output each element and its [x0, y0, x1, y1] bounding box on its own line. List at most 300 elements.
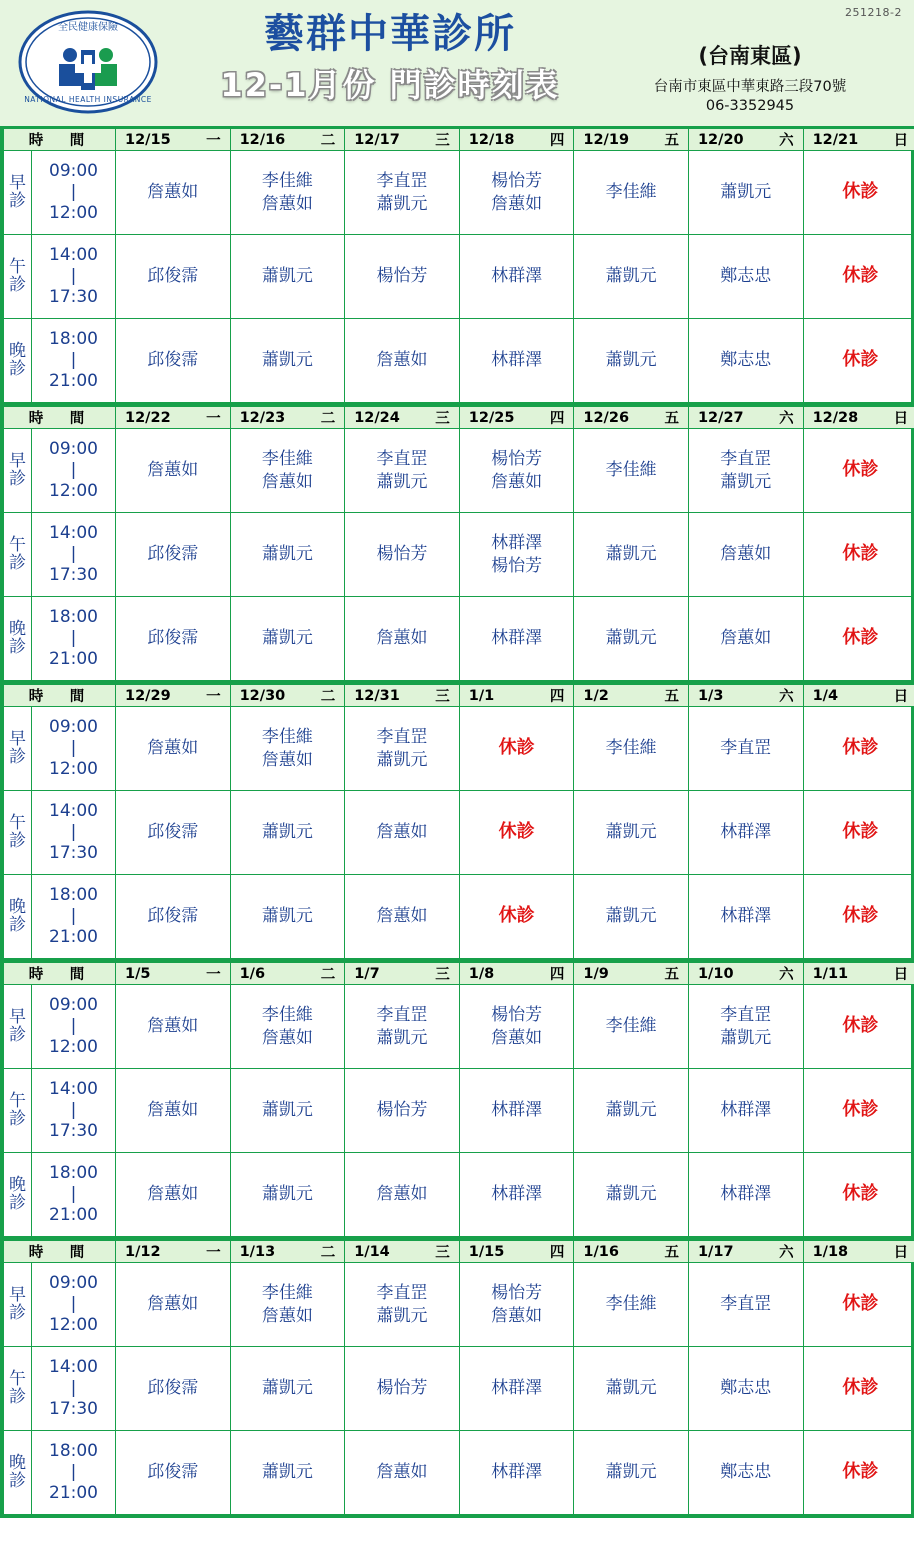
session-label-char: 診: [9, 1302, 26, 1323]
doctor-name: 詹蕙如: [147, 1184, 199, 1205]
week-block: [0, 962, 914, 1240]
doctor-name: 蕭凱元: [261, 822, 313, 843]
table-row: [4, 707, 914, 791]
closed-badge: 休診: [498, 737, 535, 759]
closed-badge: 休診: [842, 905, 879, 927]
session-label-char: 早: [9, 172, 26, 193]
schedule-slot[interactable]: [803, 707, 914, 791]
schedule-slot[interactable]: [688, 235, 803, 319]
session-time-line: 17:30: [49, 1121, 98, 1142]
doctor-name: 詹蕙如: [147, 1016, 199, 1037]
day-header-cell: [803, 685, 914, 707]
doctor-name: 邱俊霈: [147, 1462, 199, 1483]
table-row: [4, 791, 914, 875]
day-weekday: 二: [320, 411, 336, 427]
schedule-slot[interactable]: [459, 429, 574, 513]
schedule-slot[interactable]: [345, 1431, 460, 1515]
session-label: [4, 985, 32, 1069]
day-weekday: 三: [435, 411, 450, 427]
session-time-line: 12:00: [49, 1037, 98, 1058]
doctor-name: 鄭志忠: [720, 1378, 772, 1399]
day-header-cell: [345, 129, 460, 151]
doctor-name: 詹蕙如: [147, 738, 199, 759]
session-time-line: 14:00: [49, 522, 98, 543]
schedule-slot[interactable]: [116, 791, 231, 875]
schedule-slot[interactable]: [116, 597, 231, 681]
day-date: 12/17: [354, 131, 400, 148]
day-date: 12/19: [583, 131, 630, 148]
session-time-line: 14:00: [49, 244, 98, 265]
session-time-line: 09:00: [49, 160, 98, 181]
doctor-name: 蕭凱元: [605, 544, 657, 565]
week-block: [0, 406, 914, 684]
day-weekday: 二: [320, 1245, 336, 1261]
doctor-name: 林群澤: [491, 350, 543, 371]
doctor-name: 詹蕙如: [376, 350, 428, 371]
doctor-name: 詹蕙如: [491, 1305, 543, 1326]
closed-badge: 休診: [842, 181, 879, 203]
session-label-char: 診: [9, 830, 26, 851]
schedule-slot[interactable]: [803, 791, 914, 875]
schedule-slot[interactable]: [574, 1431, 689, 1515]
doctor-name: 蕭凱元: [261, 1184, 313, 1205]
day-date: 1/13: [239, 1243, 276, 1260]
schedule-slot[interactable]: [116, 1263, 231, 1347]
schedule-slot[interactable]: [803, 875, 914, 959]
doctor-name: 李佳維: [261, 1004, 313, 1025]
session-time-line: |: [70, 349, 77, 370]
day-header-cell: [688, 407, 803, 429]
doctor-name: 李直罡: [720, 1294, 772, 1315]
session-label-char: 診: [9, 636, 26, 657]
doctor-name: 詹蕙如: [491, 1027, 543, 1048]
schedule-slot[interactable]: [688, 429, 803, 513]
schedule-slot[interactable]: [803, 1153, 914, 1237]
day-header-cell: [688, 129, 803, 151]
day-weekday: 五: [664, 967, 679, 983]
session-time-line: 18:00: [49, 1162, 98, 1183]
schedule-slot[interactable]: [803, 319, 914, 403]
table-row: [4, 597, 914, 681]
schedule-title: 12-1月份 門診時刻表: [220, 66, 560, 104]
session-time-line: 09:00: [49, 1272, 98, 1293]
schedule-slot[interactable]: [230, 1263, 345, 1347]
doctor-name: 鄭志忠: [720, 266, 772, 287]
week-header-row: [4, 129, 914, 151]
day-date: 1/3: [697, 687, 724, 704]
schedule-weeks: [0, 128, 914, 1518]
branch-name: (台南東區): [698, 44, 802, 68]
schedule-slot[interactable]: [688, 1069, 803, 1153]
day-header-cell: [230, 1241, 345, 1263]
doctor-name: 林群澤: [491, 532, 543, 553]
schedule-slot[interactable]: [230, 707, 345, 791]
schedule-slot[interactable]: [230, 985, 345, 1069]
doctor-name: 蕭凱元: [605, 266, 657, 287]
day-date: 1/4: [812, 687, 839, 704]
schedule-slot[interactable]: [574, 985, 689, 1069]
day-header-cell: [230, 407, 345, 429]
schedule-slot[interactable]: [459, 235, 574, 319]
schedule-slot[interactable]: [459, 319, 574, 403]
doctor-name: 詹蕙如: [261, 749, 313, 770]
doctor-name: 李直罡: [376, 1004, 428, 1025]
schedule-slot[interactable]: [574, 791, 689, 875]
schedule-slot[interactable]: [230, 1347, 345, 1431]
day-header-cell: [116, 129, 231, 151]
schedule-slot[interactable]: [459, 1263, 574, 1347]
day-date: 12/31: [354, 687, 400, 704]
schedule-slot[interactable]: [688, 875, 803, 959]
day-date: 1/9: [583, 965, 609, 982]
schedule-slot[interactable]: [574, 1347, 689, 1431]
doctor-name: 詹蕙如: [261, 193, 313, 214]
table-row: [4, 1263, 914, 1347]
doctor-name: 李直罡: [720, 448, 772, 469]
session-label: [4, 151, 32, 235]
schedule-slot[interactable]: [345, 597, 460, 681]
day-date: 1/11: [812, 965, 849, 982]
session-label: [4, 513, 32, 597]
schedule-slot[interactable]: [116, 707, 231, 791]
schedule-slot[interactable]: [688, 707, 803, 791]
doctor-name: 楊怡芳: [376, 1378, 428, 1399]
time-column-header: 時 間: [4, 685, 116, 707]
session-label: [4, 319, 32, 403]
page-header: [0, 0, 914, 128]
schedule-slot[interactable]: [116, 1431, 231, 1515]
schedule-slot[interactable]: [116, 985, 231, 1069]
schedule-slot[interactable]: [345, 151, 460, 235]
session-label-char: 診: [9, 914, 26, 935]
session-label-char: 晚: [9, 896, 26, 917]
day-weekday: 五: [664, 133, 679, 149]
doctor-name: 林群澤: [720, 822, 772, 843]
day-weekday: 一: [206, 967, 221, 983]
doctor-name: 李佳維: [605, 1294, 657, 1315]
closed-badge: 休診: [842, 1183, 879, 1205]
branch-address: 台南市東區中華東路三段70號: [653, 79, 847, 95]
session-time-line: |: [70, 627, 77, 648]
schedule-slot[interactable]: [345, 791, 460, 875]
schedule-slot[interactable]: [459, 151, 574, 235]
schedule-slot[interactable]: [230, 513, 345, 597]
doctor-name: 詹蕙如: [376, 1184, 428, 1205]
session-time-line: |: [70, 737, 77, 758]
session-time: [32, 1431, 116, 1515]
day-weekday: 四: [549, 689, 565, 705]
doctor-name: 邱俊霈: [147, 906, 199, 927]
session-time-line: 18:00: [49, 1440, 98, 1461]
day-weekday: 六: [779, 1245, 794, 1261]
day-date: 1/17: [697, 1243, 734, 1260]
schedule-slot[interactable]: [116, 1153, 231, 1237]
schedule-slot[interactable]: [345, 1347, 460, 1431]
doctor-name: 李佳維: [261, 726, 313, 747]
schedule-slot[interactable]: [803, 1431, 914, 1515]
schedule-slot[interactable]: [459, 1069, 574, 1153]
session-label-char: 診: [9, 468, 26, 489]
schedule-slot[interactable]: [574, 707, 689, 791]
session-time-line: |: [70, 1099, 77, 1120]
schedule-slot[interactable]: [345, 429, 460, 513]
schedule-slot[interactable]: [574, 235, 689, 319]
day-date: 1/7: [354, 965, 380, 982]
schedule-slot[interactable]: [688, 1153, 803, 1237]
day-header-cell: [459, 129, 574, 151]
schedule-slot[interactable]: [459, 875, 574, 959]
doctor-name: 蕭凱元: [605, 822, 657, 843]
schedule-slot[interactable]: [688, 1347, 803, 1431]
schedule-slot[interactable]: [230, 875, 345, 959]
doctor-name: 林群澤: [491, 266, 543, 287]
schedule-slot[interactable]: [459, 707, 574, 791]
schedule-slot[interactable]: [116, 1347, 231, 1431]
day-header-cell: [574, 407, 689, 429]
table-row: [4, 1153, 914, 1237]
session-time: [32, 985, 116, 1069]
day-header-cell: [230, 685, 345, 707]
schedule-slot[interactable]: [574, 875, 689, 959]
doctor-name: 楊怡芳: [491, 555, 543, 576]
closed-badge: 休診: [842, 737, 879, 759]
schedule-slot[interactable]: [574, 597, 689, 681]
schedule-slot[interactable]: [345, 1263, 460, 1347]
doctor-name: 李直罡: [720, 1004, 772, 1025]
doctor-name: 蕭凱元: [605, 1100, 657, 1121]
week-header-row: [4, 407, 914, 429]
session-label-char: 早: [9, 1006, 26, 1027]
day-header-cell: [459, 685, 574, 707]
table-row: [4, 875, 914, 959]
day-date: 12/29: [125, 687, 171, 704]
day-weekday: 六: [779, 967, 794, 983]
day-weekday: 六: [779, 133, 794, 149]
session-label-char: 診: [9, 1192, 26, 1213]
doctor-name: 楊怡芳: [491, 1282, 543, 1303]
day-weekday: 四: [549, 411, 565, 427]
table-row: [4, 985, 914, 1069]
schedule-slot[interactable]: [459, 791, 574, 875]
session-time-line: 12:00: [49, 759, 98, 780]
session-label: [4, 429, 32, 513]
schedule-slot[interactable]: [116, 875, 231, 959]
day-header-cell: [688, 685, 803, 707]
day-header-cell: [459, 963, 574, 985]
schedule-slot[interactable]: [803, 597, 914, 681]
session-time-line: 14:00: [49, 1356, 98, 1377]
closed-badge: 休診: [498, 905, 535, 927]
schedule-slot[interactable]: [688, 319, 803, 403]
day-header-cell: [803, 407, 914, 429]
week-header-row: [4, 1241, 914, 1263]
doctor-name: 李佳維: [261, 1282, 313, 1303]
day-date: 1/8: [468, 965, 495, 982]
schedule-slot[interactable]: [688, 513, 803, 597]
session-label-char: 診: [9, 1386, 26, 1407]
schedule-slot[interactable]: [574, 429, 689, 513]
session-time-line: 09:00: [49, 438, 98, 459]
session-label-char: 晚: [9, 1452, 26, 1473]
doctor-name: 李直罡: [720, 738, 772, 759]
schedule-slot[interactable]: [345, 513, 460, 597]
session-label-char: 診: [9, 190, 26, 211]
schedule-slot[interactable]: [459, 1153, 574, 1237]
schedule-slot[interactable]: [688, 985, 803, 1069]
schedule-slot[interactable]: [803, 513, 914, 597]
time-column-header: 時 間: [4, 129, 116, 151]
day-weekday: 三: [435, 689, 450, 705]
day-header-cell: [116, 685, 231, 707]
session-label: [4, 791, 32, 875]
session-time-line: 18:00: [49, 328, 98, 349]
doctor-name: 蕭凱元: [261, 628, 313, 649]
doctor-name: 李佳維: [605, 182, 657, 203]
doctor-name: 邱俊霈: [147, 822, 199, 843]
session-label: [4, 1069, 32, 1153]
doctor-name: 楊怡芳: [376, 266, 428, 287]
schedule-slot[interactable]: [230, 1153, 345, 1237]
day-date: 1/2: [583, 687, 609, 704]
schedule-slot[interactable]: [345, 707, 460, 791]
nhi-logo-icon: [18, 10, 158, 114]
schedule-slot[interactable]: [230, 1069, 345, 1153]
day-weekday: 一: [206, 411, 221, 427]
day-date: 12/21: [812, 131, 859, 148]
schedule-slot[interactable]: [345, 875, 460, 959]
schedule-slot[interactable]: [459, 985, 574, 1069]
schedule-slot[interactable]: [803, 235, 914, 319]
schedule-slot[interactable]: [688, 791, 803, 875]
schedule-slot[interactable]: [803, 985, 914, 1069]
doctor-name: 蕭凱元: [720, 182, 772, 203]
session-time: [32, 1263, 116, 1347]
schedule-slot[interactable]: [230, 597, 345, 681]
doctor-name: 楊怡芳: [491, 170, 543, 191]
schedule-slot[interactable]: [574, 151, 689, 235]
title-block: [190, 12, 590, 106]
doctor-name: 邱俊霈: [147, 350, 199, 371]
schedule-slot[interactable]: [459, 513, 574, 597]
doctor-name: 詹蕙如: [376, 906, 428, 927]
day-weekday: 三: [435, 1245, 450, 1261]
doctor-name: 林群澤: [720, 1184, 772, 1205]
doctor-name: 蕭凱元: [605, 1378, 657, 1399]
day-header-cell: [574, 685, 689, 707]
session-label-char: 晚: [9, 340, 26, 361]
day-weekday: 四: [549, 133, 565, 149]
doctor-name: 李佳維: [605, 460, 657, 481]
schedule-slot[interactable]: [230, 791, 345, 875]
schedule-slot[interactable]: [116, 513, 231, 597]
session-label-char: 午: [9, 1090, 26, 1111]
day-weekday: 三: [435, 967, 450, 983]
svg-text:NATIONAL HEALTH INSURANCE: NATIONAL HEALTH INSURANCE: [24, 95, 152, 104]
session-time: [32, 429, 116, 513]
session-label-char: 診: [9, 1024, 26, 1045]
closed-badge: 休診: [842, 821, 879, 843]
schedule-slot[interactable]: [345, 319, 460, 403]
day-date: 1/15: [468, 1243, 505, 1260]
day-date: 1/16: [583, 1243, 619, 1260]
doctor-name: 林群澤: [491, 1184, 543, 1205]
schedule-slot[interactable]: [116, 235, 231, 319]
closed-badge: 休診: [498, 821, 535, 843]
schedule-slot[interactable]: [230, 319, 345, 403]
schedule-slot[interactable]: [116, 1069, 231, 1153]
schedule-slot[interactable]: [574, 1263, 689, 1347]
schedule-slot[interactable]: [116, 319, 231, 403]
schedule-slot[interactable]: [116, 151, 231, 235]
day-header-cell: [345, 1241, 460, 1263]
schedule-slot[interactable]: [345, 1153, 460, 1237]
schedule-slot[interactable]: [345, 985, 460, 1069]
schedule-slot[interactable]: [459, 1431, 574, 1515]
closed-badge: 休診: [842, 543, 879, 565]
day-weekday: 日: [893, 1245, 909, 1261]
schedule-slot[interactable]: [230, 1431, 345, 1515]
closed-badge: 休診: [842, 1015, 879, 1037]
schedule-slot[interactable]: [803, 1347, 914, 1431]
schedule-slot[interactable]: [803, 151, 914, 235]
doctor-name: 蕭凱元: [605, 906, 657, 927]
schedule-slot[interactable]: [230, 235, 345, 319]
day-weekday: 四: [549, 1245, 565, 1261]
clinic-name: 藝群中華診所: [264, 11, 516, 57]
doctor-name: 蕭凱元: [376, 1027, 428, 1048]
doctor-name: 林群澤: [491, 628, 543, 649]
session-time-line: |: [70, 821, 77, 842]
day-date: 12/15: [125, 131, 171, 148]
doctor-name: 蕭凱元: [376, 1305, 428, 1326]
schedule-slot[interactable]: [345, 235, 460, 319]
schedule-slot[interactable]: [345, 1069, 460, 1153]
schedule-slot[interactable]: [230, 429, 345, 513]
day-date: 1/18: [812, 1243, 849, 1260]
day-weekday: 二: [320, 133, 336, 149]
day-header-cell: [688, 963, 803, 985]
session-time: [32, 707, 116, 791]
doctor-name: 蕭凱元: [605, 1184, 657, 1205]
schedule-slot[interactable]: [574, 513, 689, 597]
schedule-slot[interactable]: [574, 1153, 689, 1237]
schedule-slot[interactable]: [803, 1069, 914, 1153]
schedule-slot[interactable]: [688, 151, 803, 235]
schedule-slot[interactable]: [688, 1431, 803, 1515]
day-weekday: 一: [206, 689, 221, 705]
doctor-name: 楊怡芳: [491, 448, 543, 469]
day-header-cell: [345, 963, 460, 985]
session-time: [32, 151, 116, 235]
schedule-slot[interactable]: [688, 1263, 803, 1347]
doctor-name: 詹蕙如: [147, 1100, 199, 1121]
schedule-slot[interactable]: [574, 1069, 689, 1153]
session-label: [4, 235, 32, 319]
doctor-name: 邱俊霈: [147, 1378, 199, 1399]
week-block: [0, 128, 914, 406]
schedule-slot[interactable]: [574, 319, 689, 403]
schedule-slot[interactable]: [459, 1347, 574, 1431]
schedule-slot[interactable]: [803, 429, 914, 513]
schedule-slot[interactable]: [803, 1263, 914, 1347]
session-label: [4, 875, 32, 959]
schedule-slot[interactable]: [230, 151, 345, 235]
session-time-line: 17:30: [49, 565, 98, 586]
doctor-name: 詹蕙如: [491, 471, 543, 492]
schedule-slot[interactable]: [459, 597, 574, 681]
schedule-slot[interactable]: [688, 597, 803, 681]
schedule-slot[interactable]: [116, 429, 231, 513]
